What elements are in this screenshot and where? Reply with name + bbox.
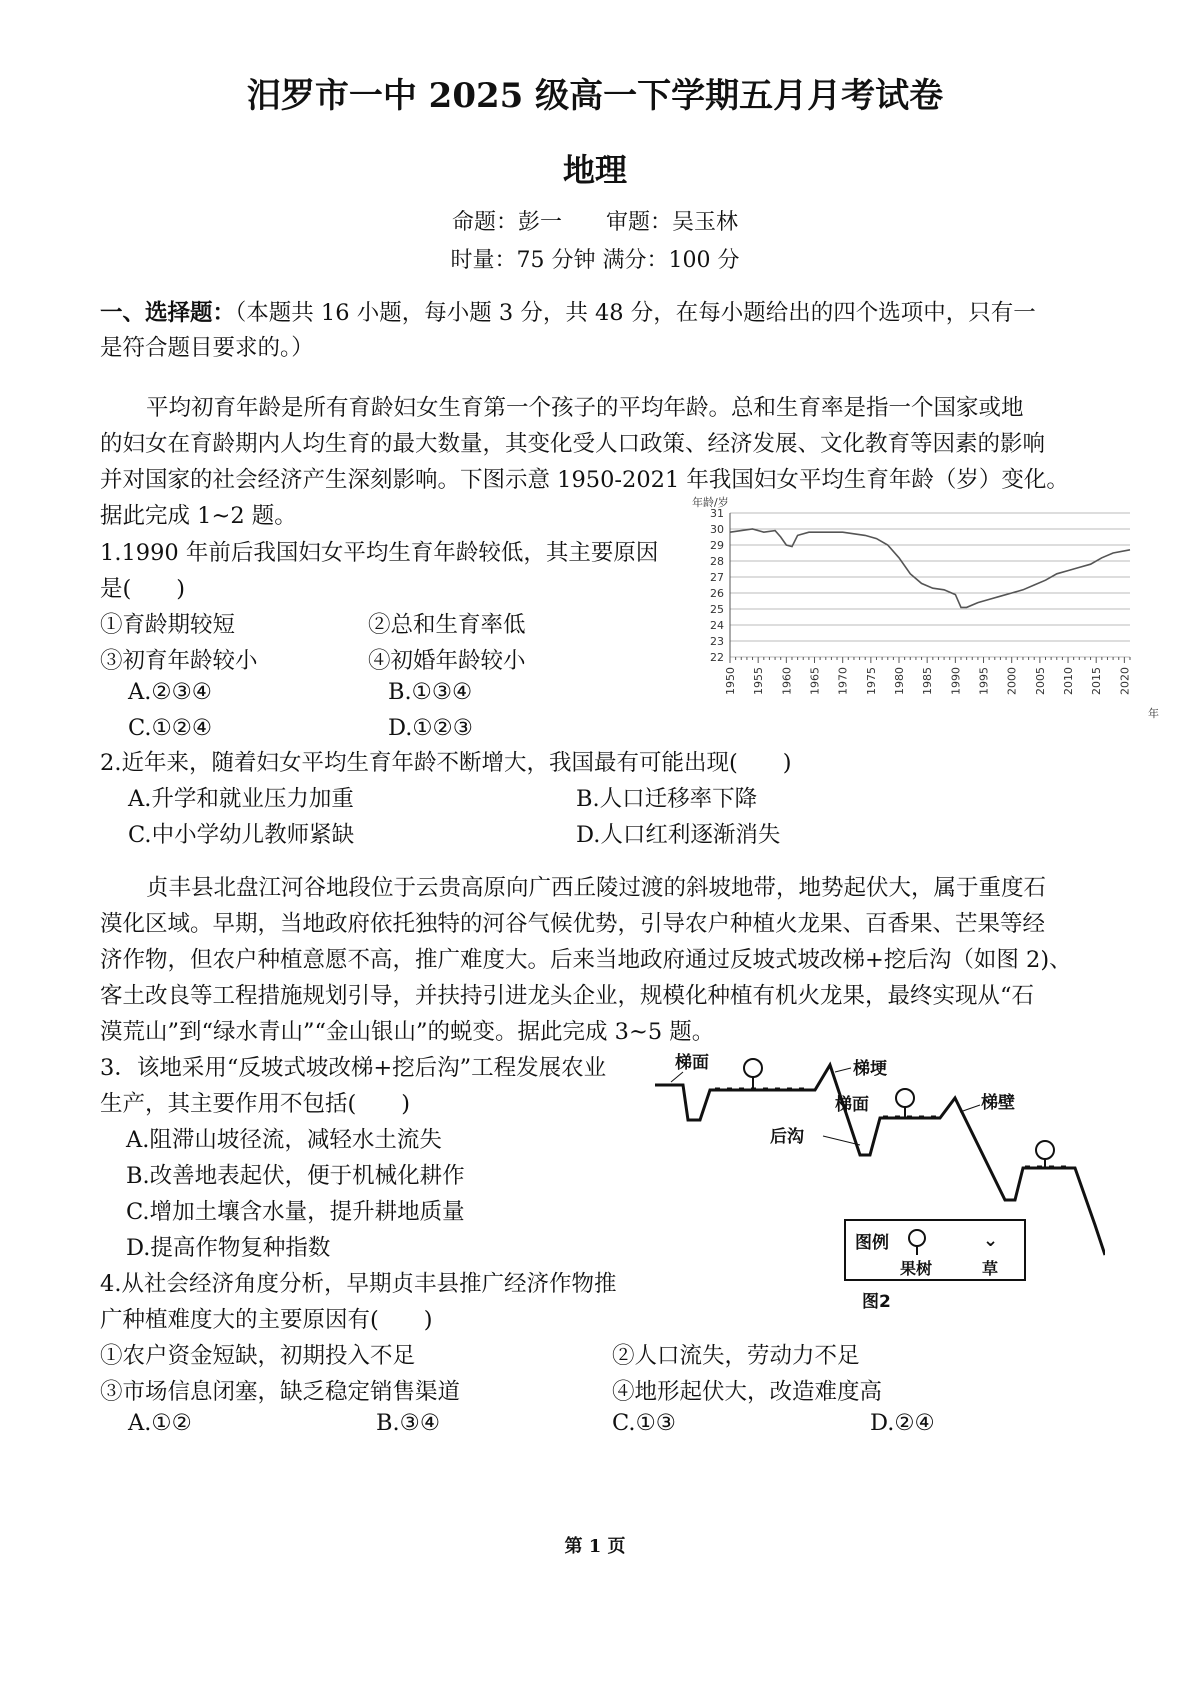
passage2-line: 济作物，但农户种植意愿不高，推广难度大。后来当地政府通过反坡式坡改梯+挖后沟（如图 2)、 xyxy=(100,947,1072,973)
chart-y-tick-label: 28 xyxy=(710,555,724,568)
legend-title: 图例 xyxy=(855,1233,889,1253)
q1-option-a: A.②③④ xyxy=(128,679,212,705)
passage2-line: 漠荒山”到“绿水青山”“金山银山”的蜕变。据此完成 3~5 题。 xyxy=(100,1019,715,1045)
label-wall: 梯壁 xyxy=(981,1093,1015,1113)
passage1-line: 平均初育年龄是所有育龄妇女生育第一个孩子的平均年龄。总和生育率是指一个国家或地 xyxy=(146,395,1024,421)
chart-y-tick-label: 30 xyxy=(710,523,724,536)
q3-stem: 3．该地采用“反坡式坡改梯+挖后沟”工程发展农业 xyxy=(100,1055,607,1081)
chart-series-line xyxy=(730,529,1130,607)
label-terrace-mid: 梯面 xyxy=(835,1095,869,1115)
q4-option-b: B.③④ xyxy=(376,1410,441,1436)
q1-stem: 是( ) xyxy=(100,576,186,602)
label-terrace-top: 梯面 xyxy=(675,1053,709,1073)
q3-option-a: A.阻滞山坡径流，减轻水土流失 xyxy=(126,1127,442,1153)
chart-x-tick-label: 1995 xyxy=(977,667,991,695)
q1-statement: ①育龄期较短 xyxy=(100,612,236,638)
subject-title: 地理 xyxy=(562,151,627,189)
q1-stem: 1.1990 年前后我国妇女平均生育年龄较低，其主要原因 xyxy=(100,540,659,566)
q1-statement: ③初育年龄较小 xyxy=(100,648,258,674)
q1-statement: ④初婚年龄较小 xyxy=(368,648,526,674)
chart-gridlines xyxy=(730,513,1130,657)
chart-x-tick-label: 1950 xyxy=(724,667,737,695)
q4-option-d: D.②④ xyxy=(870,1410,935,1436)
terrace-profile xyxy=(655,1065,1105,1255)
passage2-line: 贞丰县北盘江河谷地段位于云贵高原向广西丘陵过渡的斜坡地带，地势起伏大，属于重度石 xyxy=(146,875,1047,901)
chart-x-tick-label: 1980 xyxy=(893,667,907,695)
section-heading: 一、选择题： xyxy=(100,300,236,326)
q4-stem: 广种植难度大的主要原因有( ) xyxy=(100,1307,433,1333)
chart-x-tick-label: 2015 xyxy=(1090,667,1104,695)
q4-statement: ①农户资金短缺，初期投入不足 xyxy=(100,1343,416,1369)
time-score-line: 时量：75 分钟 满分：100 分 xyxy=(450,248,740,273)
grass-icon: ⌄ xyxy=(983,1230,999,1251)
chart-y-tick-label: 25 xyxy=(710,603,724,616)
fruit-tree-icon xyxy=(744,1059,762,1090)
section-instruction-2: 是符合题目要求的。） xyxy=(100,335,314,361)
q3-option-d: D.提高作物复种指数 xyxy=(126,1235,331,1261)
fruit-tree-icon xyxy=(909,1230,925,1255)
birth-age-chart xyxy=(690,495,1170,725)
chart-x-tick-label: 1985 xyxy=(921,667,935,695)
passage2-line: 漠化区域。早期，当地政府依托独特的河谷气候优势，引导农户种植火龙果、百香果、芒果等经 xyxy=(100,911,1046,937)
passage1-line: 据此完成 1~2 题。 xyxy=(100,503,297,529)
chart-y-label: 年龄/岁 xyxy=(692,496,729,509)
passage2-line: 客土改良等工程措施规划引导，并扶持引进龙头企业，规模化种植有机火龙果，最终实现从“石 xyxy=(100,983,1035,1009)
q2-option-d: D.人口红利逐渐消失 xyxy=(576,822,781,848)
page-number: 第 1 页 xyxy=(564,1536,626,1557)
fruit-tree-icon xyxy=(896,1089,914,1118)
q4-stem: 4.从社会经济角度分析，早期贞丰县推广经济作物推 xyxy=(100,1271,617,1297)
chart-y-tick-label: 22 xyxy=(710,651,724,664)
q4-option-a: A.①② xyxy=(128,1410,192,1436)
label-ditch: 后沟 xyxy=(770,1127,804,1147)
passage1-line: 并对国家的社会经济产生深刻影响。下图示意 1950-2021 年我国妇女平均生育年龄（岁）变化。 xyxy=(100,467,1069,493)
terrace-diagram xyxy=(655,1050,1105,1315)
chart-x-tick-label: 2010 xyxy=(1062,667,1076,695)
chart-x-tick-label: 1975 xyxy=(864,667,878,695)
section-instruction-1: （本题共 16 小题，每小题 3 分，共 48 分，在每小题给出的四个选项中，只有一 xyxy=(235,300,1036,326)
q3-option-c: C.增加土壤含水量，提升耕地质量 xyxy=(126,1199,465,1225)
q4-option-c: C.①③ xyxy=(612,1410,676,1436)
q2-option-c: C.中小学幼儿教师紧缺 xyxy=(128,822,355,848)
chart-y-tick-label: 27 xyxy=(710,571,724,584)
chart-x-tick-label: 2000 xyxy=(1005,667,1019,695)
passage1-line: 的妇女在育龄期内人均生育的最大数量，其变化受人口政策、经济发展、文化教育等因素的影响 xyxy=(100,431,1046,457)
chart-y-tick-label: 29 xyxy=(710,539,724,552)
chart-x-label: 年 xyxy=(1148,707,1159,720)
authors-line: 命题：彭一 审题：吴玉林 xyxy=(451,210,738,235)
section-instruction xyxy=(100,295,1036,327)
q4-statement: ②人口流失，劳动力不足 xyxy=(612,1343,860,1369)
q4-statement: ③市场信息闭塞，缺乏稳定销售渠道 xyxy=(100,1379,461,1405)
q2-option-b: B.人口迁移率下降 xyxy=(576,786,758,812)
q2-stem: 2.近年来，随着妇女平均生育年龄不断增大，我国最有可能出现( ) xyxy=(100,750,792,776)
chart-y-tick-label: 31 xyxy=(710,507,724,520)
q1-statement: ②总和生育率低 xyxy=(368,612,526,638)
q2-option-a: A.升学和就业压力加重 xyxy=(128,786,354,812)
legend-tree-label: 果树 xyxy=(900,1259,933,1278)
chart-y-tick-label: 24 xyxy=(710,619,724,632)
q1-option-d: D.①②③ xyxy=(388,715,473,741)
chart-y-ticks xyxy=(710,507,724,664)
chart-x-tick-label: 1970 xyxy=(836,667,850,695)
q1-option-c: C.①②④ xyxy=(128,715,213,741)
figure2-caption: 图2 xyxy=(862,1292,891,1312)
q3-stem: 生产，其主要作用不包括( ) xyxy=(100,1091,411,1117)
chart-x-tick-label: 1965 xyxy=(808,667,822,695)
chart-x-tick-label: 1960 xyxy=(780,667,794,695)
chart-x-tick-label: 2020 xyxy=(1118,667,1132,695)
fruit-tree-icon xyxy=(1036,1141,1054,1168)
chart-x-ticks xyxy=(724,657,1131,695)
q4-statement: ④地形起伏大，改造难度高 xyxy=(612,1379,883,1405)
exam-title: 汨罗市一中 2025 级高一下学期五月月考试卷 xyxy=(246,76,944,116)
legend-grass-label: 草 xyxy=(982,1259,999,1278)
chart-x-tick-label: 1955 xyxy=(752,667,766,695)
chart-y-tick-label: 23 xyxy=(710,635,724,648)
chart-x-tick-label: 2005 xyxy=(1033,667,1047,695)
label-ridge: 梯埂 xyxy=(853,1059,887,1079)
chart-x-tick-label: 1990 xyxy=(949,667,963,695)
q3-option-b: B.改善地表起伏，便于机械化耕作 xyxy=(126,1163,465,1189)
chart-y-tick-label: 26 xyxy=(710,587,724,600)
q1-option-b: B.①③④ xyxy=(388,679,473,705)
